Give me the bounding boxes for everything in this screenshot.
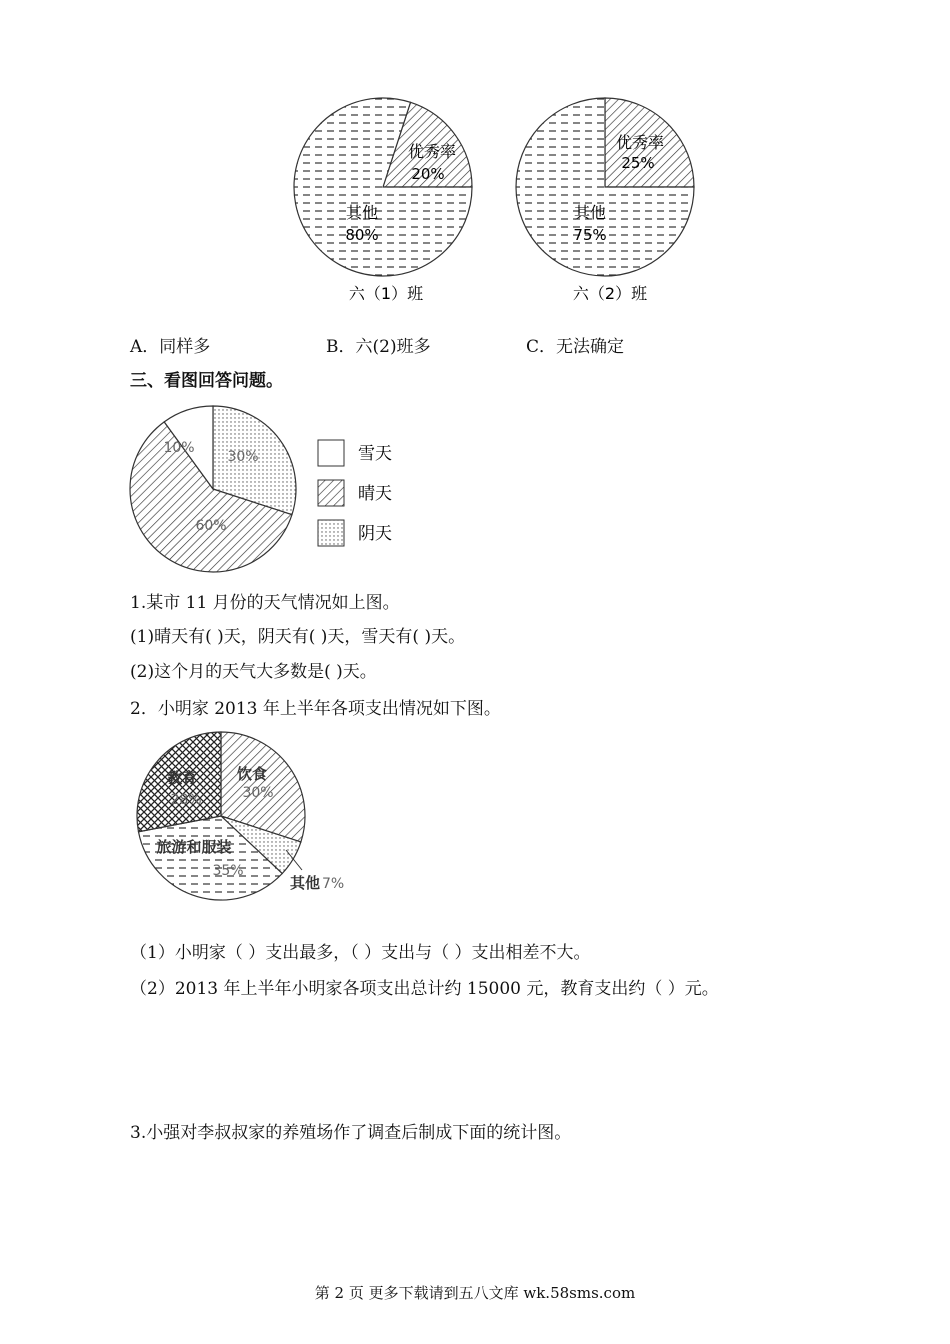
q1-part2: (2)这个月的天气大多数是( )天。 — [130, 662, 377, 682]
weather-value-sunny: 60% — [195, 518, 227, 534]
q2-part1: （1）小明家（ ）支出最多，（ ）支出与（ ）支出相差不大。 — [130, 943, 591, 963]
expense-label-travel: 旅游和服装 — [156, 838, 232, 856]
expense-value-other: 7% — [322, 876, 345, 892]
class1-pie-slices — [294, 98, 472, 276]
class1-value-other: 80% — [345, 226, 379, 244]
expense-value-travel: 35% — [212, 863, 244, 879]
class2-caption: 六（2）班 — [572, 284, 648, 303]
weather-legend — [316, 438, 426, 550]
class2-value-other: 75% — [573, 226, 607, 244]
legend-label-snow: 雪天 — [358, 444, 392, 464]
weather-value-snow: 10% — [163, 440, 195, 456]
class1-pie-chart — [290, 95, 480, 310]
class2-pie-slices — [516, 98, 694, 276]
class1-caption: 六（1）班 — [348, 284, 424, 303]
legend-swatch-cloudy — [318, 520, 344, 546]
q2-intro: 2．小明家 2013 年上半年各项支出情况如下图。 — [130, 699, 501, 719]
page-footer: 第 2 页 更多下载请到五八文库 wk.58sms.com — [314, 1284, 636, 1302]
class2-label-excellent: 优秀率 — [615, 133, 665, 152]
class1-value-excellent: 20% — [411, 165, 445, 183]
expense-value-food: 30% — [242, 785, 274, 801]
class1-label-excellent: 优秀率 — [407, 142, 457, 161]
expense-value-edu: 28% — [170, 792, 202, 808]
class2-value-excellent: 25% — [621, 154, 655, 172]
expense-label-food: 饮食 — [236, 765, 268, 783]
choice-c: C．无法确定 — [526, 337, 625, 357]
expense-label-edu: 教育 — [166, 769, 198, 787]
weather-value-cloudy: 30% — [227, 449, 259, 465]
legend-label-sunny: 晴天 — [358, 484, 392, 504]
q1-part1: (1)晴天有( )天，阴天有( )天，雪天有( )天。 — [130, 627, 466, 647]
choice-b: B．六(2)班多 — [326, 337, 431, 357]
class1-label-other: 其他 — [345, 203, 379, 222]
legend-swatch-snow — [318, 440, 344, 466]
class2-label-other: 其他 — [573, 203, 607, 222]
weather-pie-chart — [125, 400, 305, 580]
q1-intro: 1.某市 11 月份的天气情况如上图。 — [130, 593, 400, 613]
class2-pie-chart — [512, 95, 702, 310]
weather-pie-slices — [130, 406, 296, 572]
legend-swatch-sunny — [318, 480, 344, 506]
expense-pie-chart — [130, 728, 360, 903]
expense-label-other: 其他 — [290, 874, 321, 892]
q2-part2: （2）2013 年上半年小明家各项支出总计约 15000 元，教育支出约（ ）元。 — [130, 979, 719, 999]
choice-a: A．同样多 — [130, 337, 211, 357]
section-title: 三、看图回答问题。 — [130, 371, 283, 391]
q3-intro: 3.小强对李叔叔家的养殖场作了调查后制成下面的统计图。 — [130, 1123, 572, 1143]
legend-label-cloudy: 阴天 — [358, 524, 392, 544]
